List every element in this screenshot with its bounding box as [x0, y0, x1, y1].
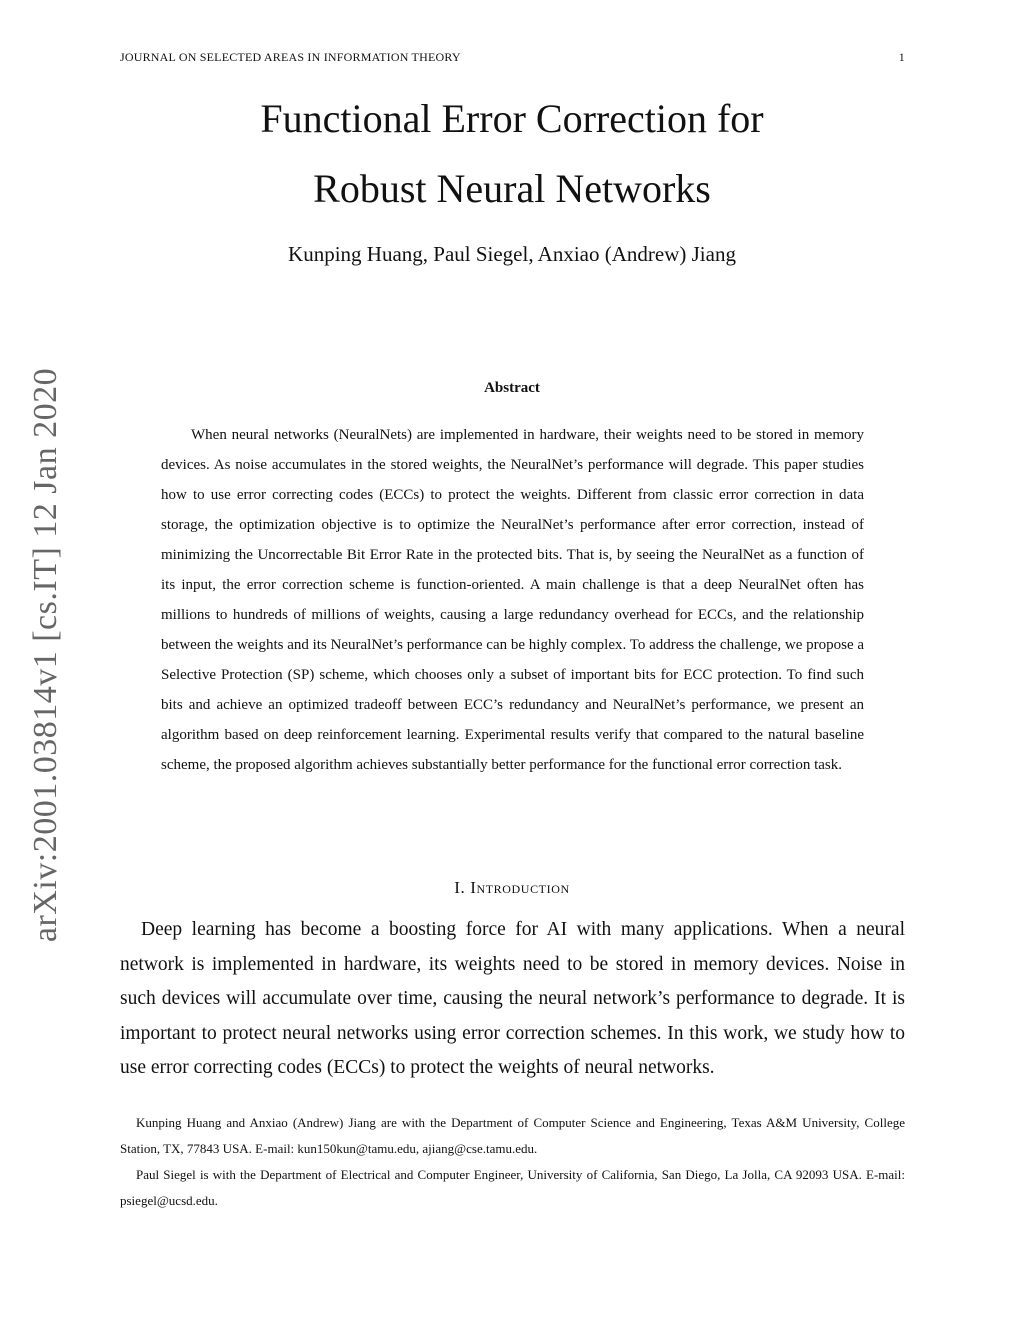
- footnote-affiliation-2: Paul Siegel is with the Department of Electrical and Computer Engineer, University of California, San Diego, La Jolla, CA 92093 USA. E-mail: psiegel@ucsd.edu.: [120, 1167, 905, 1208]
- section-title: Introduction: [470, 878, 570, 897]
- journal-name: JOURNAL ON SELECTED AREAS IN INFORMATION THEORY: [120, 50, 461, 64]
- abstract-heading: Abstract: [484, 380, 540, 396]
- section-heading-introduction: [0, 878, 1024, 898]
- title-line-2: Robust Neural Networks: [313, 166, 711, 211]
- page-number: 1: [898, 50, 905, 64]
- author-list: Kunping Huang, Paul Siegel, Anxiao (Andrew) Jiang: [288, 242, 736, 266]
- abstract-text: When neural networks (NeuralNets) are implemented in hardware, their weights need to be stored in memory devices. As noise accumulates in the stored weights, the NeuralNet’s performance will degrade. This paper studies how to use error correcting codes (ECCs) to protect the weights. Different from classic error correction in data storage, the optimization objective is to optimize the NeuralNet’s performance after error correction, instead of minimizing the Uncorrectable Bit Error Rate in the protected bits. That is, by seeing the NeuralNet as a function of its input, the error correction scheme is function-oriented. A main challenge is that a deep NeuralNet often has millions to hundreds of millions of weights, causing a large redundancy overhead for ECCs, and the relationship between the weights and its NeuralNet’s performance can be highly complex. To address the challenge, we propose a Selective Protection (SP) scheme, which chooses only a subset of important bits for ECC protection. To find such bits and achieve an optimized tradeoff between ECC’s redundancy and NeuralNet’s performance, we present an algorithm based on deep reinforcement learning. Experimental results verify that compared to the natural baseline scheme, the proposed algorithm achieves substantially better performance for the functional error correction task.: [161, 427, 865, 773]
- section-number: I.: [454, 878, 466, 897]
- footnote-affiliation-1: Kunping Huang and Anxiao (Andrew) Jiang are with the Department of Computer Science and Engineering, Texas A&M University, College Station, TX, 77843 USA. E-mail: kun150kun@tamu.edu, ajiang@cse.tamu.edu.: [120, 1115, 905, 1156]
- arxiv-identifier-stamp: arXiv:2001.03814v1 [cs.IT] 12 Jan 2020: [27, 367, 64, 943]
- paper-title: [0, 84, 1024, 224]
- title-line-1: Functional Error Correction for: [260, 96, 764, 141]
- introduction-paragraph: Deep learning has become a boosting force for AI with many applications. When a neural network is implemented in hardware, its weights need to be stored in memory devices. Noise in such devices will accumulate over time, causing the neural network’s performance to degrade. It is important to protect neural networks using error correction schemes. In this work, we study how to use error correcting codes (ECCs) to protect the weights of neural networks.: [120, 919, 905, 1079]
